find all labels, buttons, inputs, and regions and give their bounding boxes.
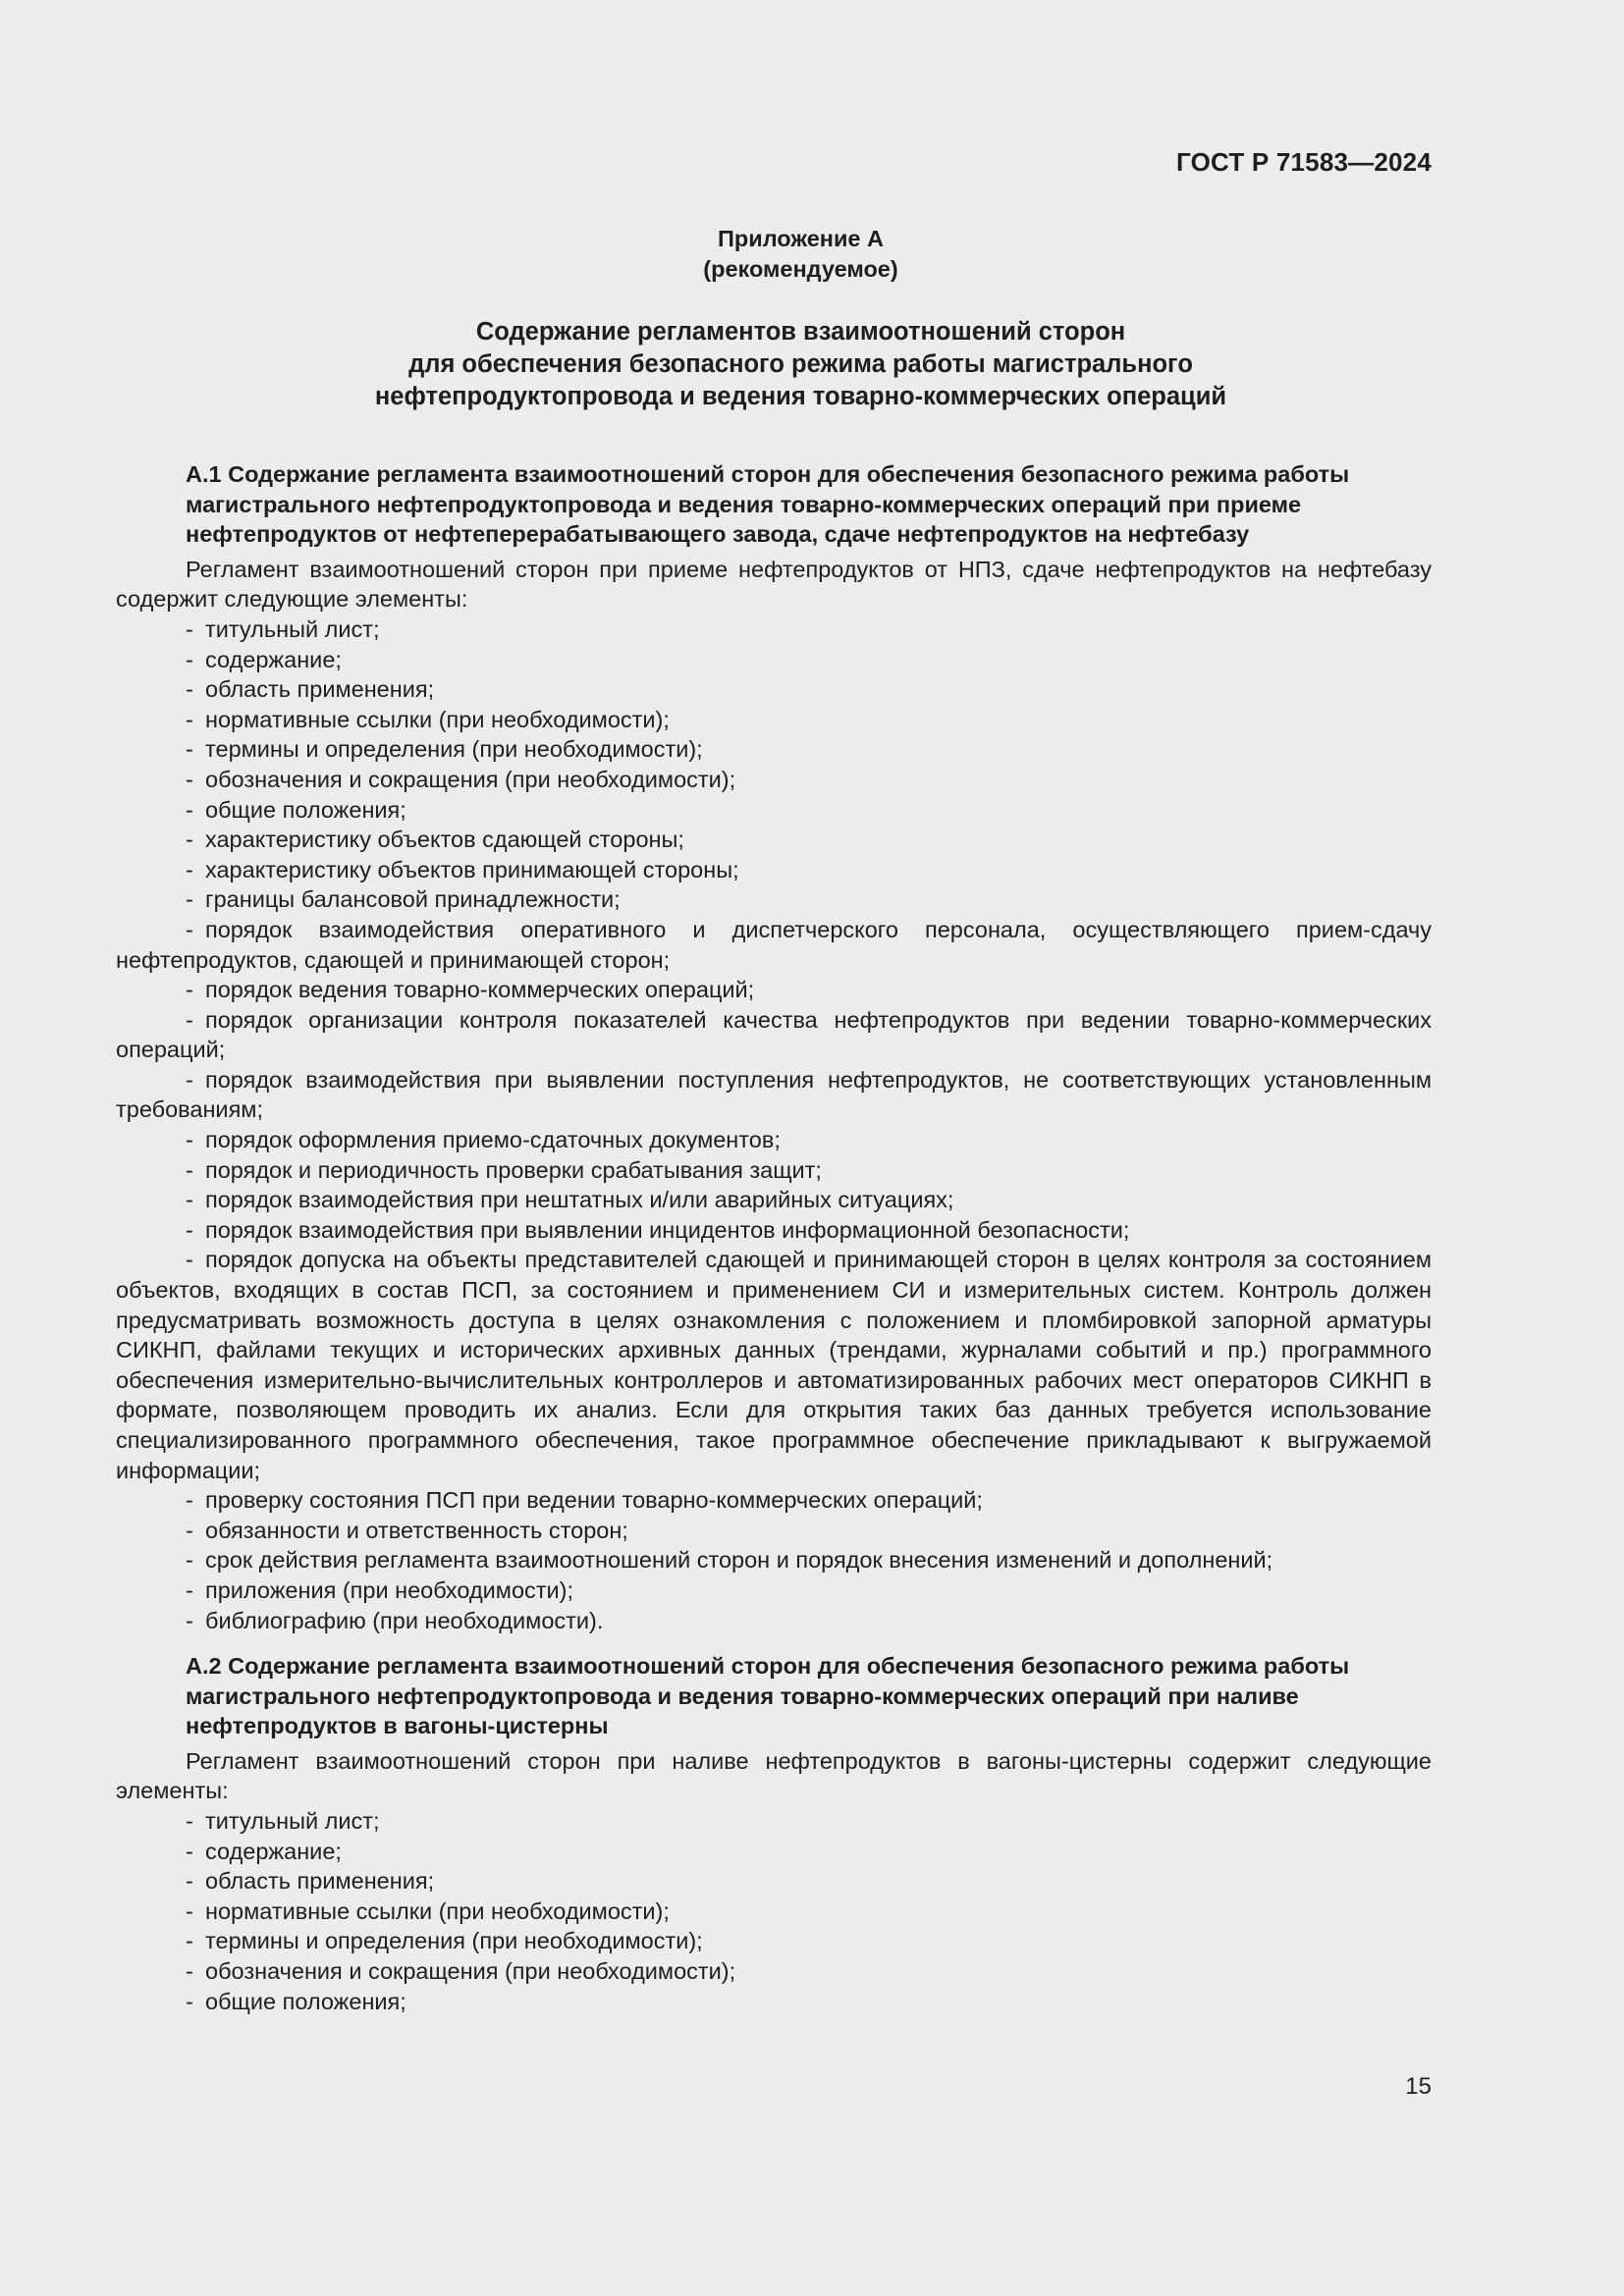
list-item-text: обязанности и ответственность сторон; bbox=[205, 1517, 628, 1543]
list-dash: - bbox=[186, 1868, 193, 1895]
list-item bbox=[116, 1956, 1432, 1987]
list-item bbox=[116, 674, 1432, 705]
section-a2-list bbox=[116, 1806, 1432, 2016]
section-title-line: нефтепродуктов от нефтеперерабатывающего завода, сдаче нефтепродуктов на нефтебазу bbox=[186, 521, 1250, 548]
list-dash: - bbox=[186, 1487, 193, 1514]
annex-title-line: нефтепродуктопровода и ведения товарно-коммерческих операций bbox=[374, 383, 1227, 410]
list-dash: - bbox=[186, 1066, 193, 1093]
list-item-text: общие положения; bbox=[205, 796, 406, 823]
list-item-text: порядок взаимодействия при выявлении инцидентов информационной безопасности; bbox=[205, 1216, 1130, 1243]
document-page bbox=[116, 0, 1432, 2296]
list-dash: - bbox=[186, 916, 193, 942]
list-item bbox=[116, 975, 1432, 1005]
list-item-text: порядок взаимодействия при нештатных и/или аварийных ситуациях; bbox=[205, 1187, 954, 1213]
list-item-text: термины и определения (при необходимости); bbox=[205, 736, 703, 763]
list-item-text: содержание; bbox=[205, 1838, 342, 1864]
list-item bbox=[116, 1926, 1432, 1956]
section-a1-list bbox=[116, 614, 1432, 1635]
list-item-text: характеристику объектов сдающей стороны; bbox=[205, 827, 684, 853]
list-item-text: приложения (при необходимости); bbox=[205, 1576, 574, 1603]
list-item-text: область применения; bbox=[205, 1868, 435, 1895]
list-item bbox=[116, 1806, 1432, 1837]
list-dash: - bbox=[186, 646, 193, 672]
page-number: 15 bbox=[1405, 2073, 1432, 2100]
list-item bbox=[116, 1987, 1432, 2017]
list-item bbox=[116, 1606, 1432, 1636]
list-item-text: титульный лист; bbox=[205, 615, 380, 642]
list-item bbox=[116, 1215, 1432, 1246]
list-dash: - bbox=[186, 1807, 193, 1834]
list-dash: - bbox=[186, 1006, 193, 1033]
annex-status: (рекомендуемое) bbox=[703, 256, 898, 282]
list-dash: - bbox=[186, 706, 193, 732]
list-item bbox=[116, 1125, 1432, 1155]
list-item-text: характеристику объектов принимающей стороны; bbox=[205, 856, 739, 882]
list-dash: - bbox=[186, 1988, 193, 2014]
list-item-text: порядок взаимодействия оперативного и диспетчерского персонала, осуществляющего прием-сдачу нефтепродуктов, сдающей и принимающей сторон; bbox=[116, 916, 1432, 973]
list-item bbox=[116, 734, 1432, 765]
list-item bbox=[116, 1575, 1432, 1606]
list-item-text: порядок взаимодействия при выявлении поступления нефтепродуктов, не соответствующих установленным требованиям; bbox=[116, 1066, 1432, 1123]
list-dash: - bbox=[186, 766, 193, 792]
section-title-line: нефтепродуктов в вагоны-цистерны bbox=[186, 1713, 609, 1739]
list-item bbox=[116, 795, 1432, 826]
section-title-line: магистрального нефтепродуктопровода и ведения товарно-коммерческих операций при наливе bbox=[186, 1682, 1299, 1709]
list-item bbox=[116, 1866, 1432, 1896]
list-item bbox=[116, 645, 1432, 675]
list-item-text: библиографию (при необходимости). bbox=[205, 1607, 604, 1633]
list-item bbox=[116, 1896, 1432, 1927]
list-item bbox=[116, 884, 1432, 915]
annex-label: Приложение А bbox=[718, 226, 884, 251]
section-title-line: магистрального нефтепродуктопровода и ведения товарно-коммерческих операций при приеме bbox=[186, 491, 1302, 517]
list-dash: - bbox=[186, 676, 193, 703]
annex-heading bbox=[116, 224, 1432, 285]
list-item-text: порядок организации контроля показателей качества нефтепродуктов при ведении товарно-коммерческих операций; bbox=[116, 1006, 1432, 1063]
list-dash: - bbox=[186, 977, 193, 1003]
list-item-text: порядок допуска на объекты представителей сдающей и принимающей сторон в целях контроля за состоянием объектов, входящих в состав ПСП, за состоянием и применением СИ и измерительных систем. Контроль должен предусматривать возможность доступа в целях ознакомления с положением и пломбировкой запорной арматуры СИКНП, файлами текущих и исторических архивных данных (трендами, журналами событий и пр.) программного обеспечения измерительно-вычислительных контроллеров и автоматизированных рабочих мест операторов СИКНП в формате, позволяющем проводить их анализ. Если для открытия таких баз данных требуется использование специализированного программного обеспечения, такое программное обеспечение прикладывают к выгружаемой информации; bbox=[116, 1247, 1432, 1483]
list-item-text: порядок ведения товарно-коммерческих операций; bbox=[205, 977, 755, 1003]
list-dash: - bbox=[186, 1928, 193, 1954]
list-item-text: нормативные ссылки (при необходимости); bbox=[205, 706, 670, 732]
list-item bbox=[116, 705, 1432, 735]
list-item-text: нормативные ссылки (при необходимости); bbox=[205, 1897, 670, 1924]
list-item bbox=[116, 1005, 1432, 1065]
document-code: ГОСТ Р 71583—2024 bbox=[1176, 147, 1432, 177]
list-item bbox=[116, 825, 1432, 855]
list-item-text: порядок и периодичность проверки срабатывания защит; bbox=[205, 1156, 822, 1183]
annex-title bbox=[116, 316, 1432, 413]
annex-title-line: Содержание регламентов взаимоотношений сторон bbox=[475, 318, 1126, 346]
list-item-text: проверку состояния ПСП при ведении товарно-коммерческих операций; bbox=[205, 1487, 983, 1514]
list-item-text: обозначения и сокращения (при необходимости); bbox=[205, 1957, 736, 1984]
list-item bbox=[116, 1545, 1432, 1575]
list-item bbox=[116, 1155, 1432, 1186]
section-a2 bbox=[116, 1651, 1432, 2016]
list-item-text: порядок оформления приемо-сдаточных документов; bbox=[205, 1127, 781, 1153]
section-title-line: А.1 Содержание регламента взаимоотношений сторон для обеспечения безопасного режима работы bbox=[186, 461, 1350, 487]
list-dash: - bbox=[186, 1957, 193, 1984]
list-dash: - bbox=[186, 736, 193, 763]
section-a1-intro: Регламент взаимоотношений сторон при приеме нефтепродуктов от НПЗ, сдаче нефтепродуктов на нефтебазу содержит следующие элементы: bbox=[116, 556, 1432, 613]
list-dash: - bbox=[186, 796, 193, 823]
section-a1-title bbox=[116, 459, 1432, 550]
list-dash: - bbox=[186, 827, 193, 853]
list-item-text: титульный лист; bbox=[205, 1807, 380, 1834]
list-item bbox=[116, 855, 1432, 885]
list-dash: - bbox=[186, 1547, 193, 1574]
list-item bbox=[116, 614, 1432, 645]
list-item-text: область применения; bbox=[205, 676, 435, 703]
list-dash: - bbox=[186, 1156, 193, 1183]
list-dash: - bbox=[186, 1838, 193, 1864]
list-item bbox=[116, 915, 1432, 975]
list-dash: - bbox=[186, 1576, 193, 1603]
list-item-text: общие положения; bbox=[205, 1988, 406, 2014]
annex-title-line: для обеспечения безопасного режима работы магистрального bbox=[408, 350, 1193, 378]
list-item bbox=[116, 1485, 1432, 1516]
list-dash: - bbox=[186, 1127, 193, 1153]
list-item bbox=[116, 1837, 1432, 1867]
list-dash: - bbox=[186, 886, 193, 913]
section-a2-title bbox=[116, 1651, 1432, 1741]
list-item bbox=[116, 1245, 1432, 1485]
list-dash: - bbox=[186, 1216, 193, 1243]
section-a2-intro: Регламент взаимоотношений сторон при наливе нефтепродуктов в вагоны-цистерны содержит следующие элементы: bbox=[116, 1747, 1432, 1804]
list-dash: - bbox=[186, 1517, 193, 1543]
list-item-text: термины и определения (при необходимости); bbox=[205, 1928, 703, 1954]
list-dash: - bbox=[186, 1247, 193, 1273]
list-item-text: срок действия регламента взаимоотношений сторон и порядок внесения изменений и дополнений; bbox=[205, 1547, 1273, 1574]
list-item-text: содержание; bbox=[205, 646, 342, 672]
list-dash: - bbox=[186, 1897, 193, 1924]
list-dash: - bbox=[186, 615, 193, 642]
list-item-text: границы балансовой принадлежности; bbox=[205, 886, 621, 913]
section-title-line: А.2 Содержание регламента взаимоотношений сторон для обеспечения безопасного режима работы bbox=[186, 1653, 1350, 1679]
list-item-text: обозначения и сокращения (при необходимости); bbox=[205, 766, 736, 792]
list-item bbox=[116, 1185, 1432, 1215]
list-item bbox=[116, 765, 1432, 795]
section-a1 bbox=[116, 459, 1432, 1635]
list-item bbox=[116, 1516, 1432, 1546]
list-dash: - bbox=[186, 1187, 193, 1213]
list-dash: - bbox=[186, 856, 193, 882]
list-dash: - bbox=[186, 1607, 193, 1633]
list-item bbox=[116, 1065, 1432, 1125]
